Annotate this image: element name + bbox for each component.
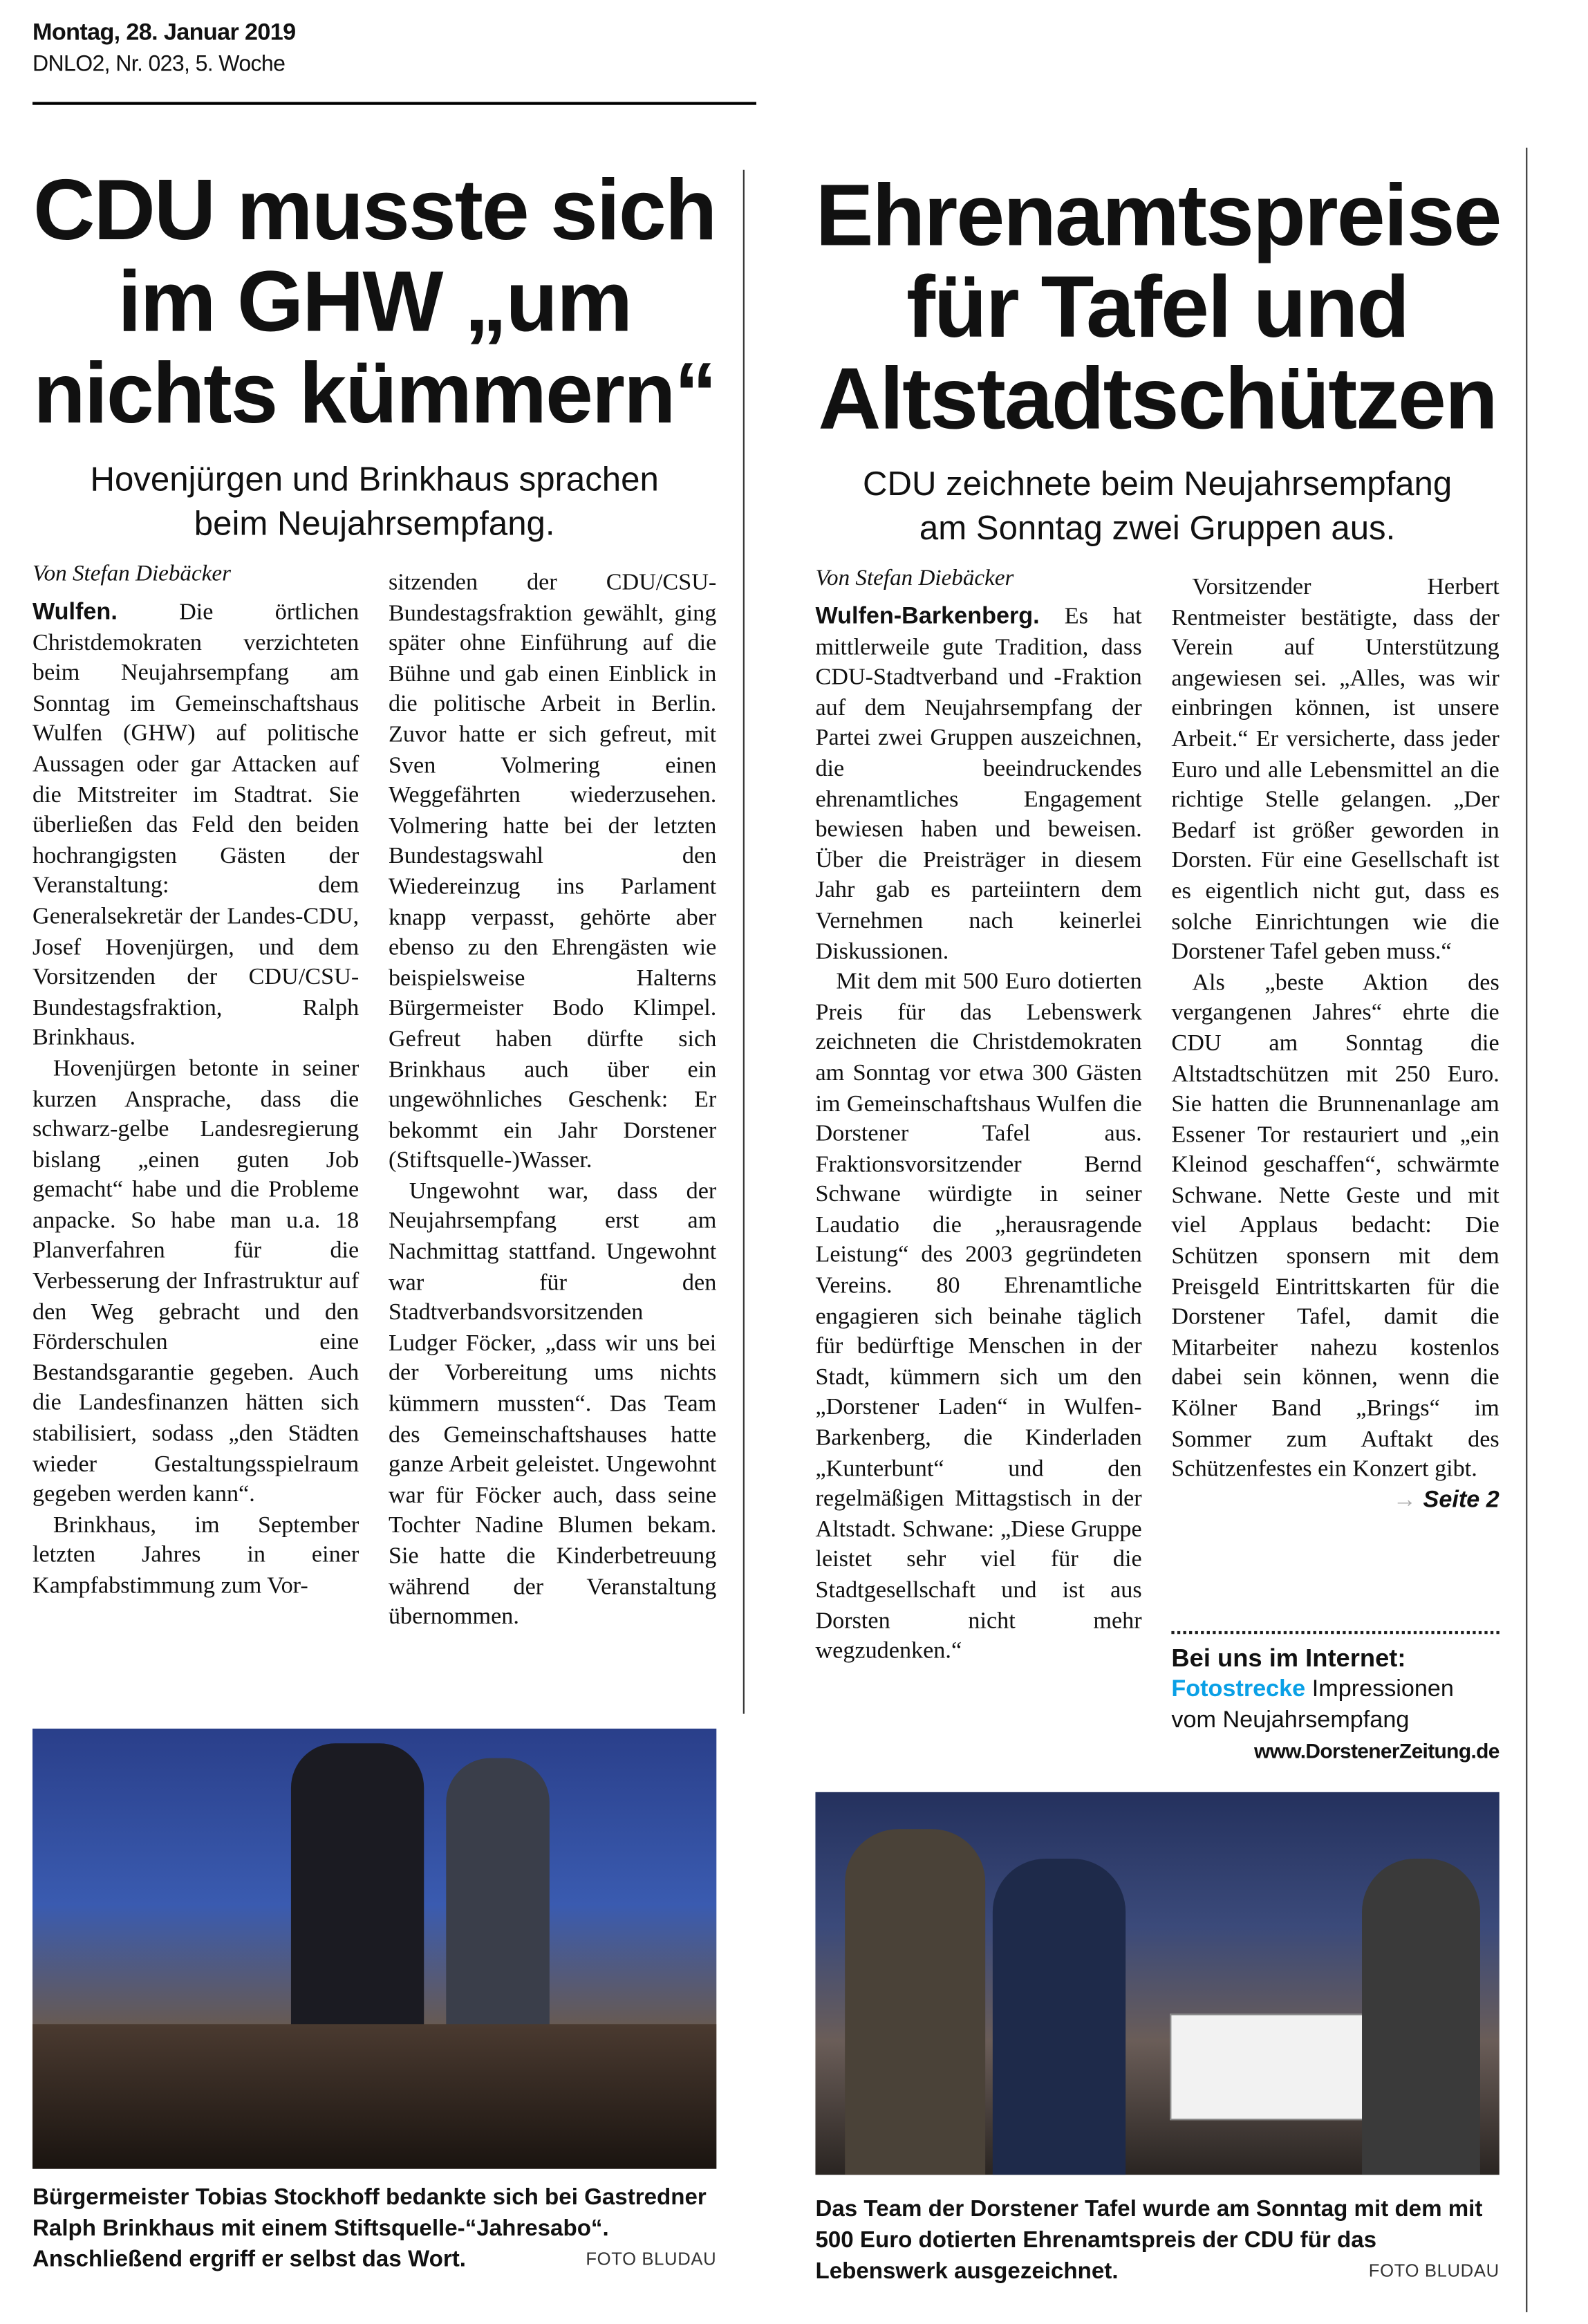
headline-right: Ehrenamtspreise für Tafel und Altstadtschützen bbox=[815, 167, 1501, 448]
issue-number: DNLO2, Nr. 023, 5. Woche bbox=[32, 51, 286, 77]
byline-left: Von Stefan Diebäcker bbox=[32, 561, 231, 587]
article-right-column-2: Vorsitzender Herbert Rentmeister bestätigte, dass der Verein auf Unterstützung angewiesen sei. „Alles, was wir einbringen können, ist unsere Arbeit.“ Er versicherte, dass jeder Euro und alle Lebensmittel an die richtige Stelle gelangen. „Der Bedarf ist größer geworden in Dorsten. Für eine Gesellschaft ist es eigentlich nicht gut, dass es solche Einrichtungen wie die Dorstener Tafel geben muss.“ Als „beste Aktion des vergangenen Jahres“ ehrte die CDU am Sonntag die Altstadtschützen mit 250 Euro. Sie hatten die Brunnenanlage am Essener Tor restauriert und „ein Kleinod geschaffen“, schwärmte Schwane. Nette Geste und mit viel Applaus bedacht: Die Schützen sponsern mit dem Preisgeld Eintrittskarten für die Dorstener Tafel, damit die Mitarbeiter nahezu kostenlos dabei sein können, wenn die Kölner Band „Brings“ im Sommer zum Auftakt des Schützenfestes ein Konzert gibt. → Seite 2 bbox=[1171, 573, 1499, 1516]
photo-figure bbox=[845, 1829, 985, 2175]
website-link[interactable]: www.DorstenerZeitung.de bbox=[1253, 1738, 1500, 1763]
internet-box: Bei uns im Internet: Fotostrecke Impressionen vom Neujahrsempfang www.DorstenerZeitung.de bbox=[1171, 1643, 1499, 1767]
article-left-column-1: Wulfen. Die örtlichen Christdemokraten verzichteten beim Neujahrsempfang am Sonntag im Gemeinschaftshaus Wulfen (GHW) auf politische Aussagen oder gar Attacken auf die Mitstreiter im Stadtrat. Sie überließen das Feld den beiden hochrangigsten Gästen der Veranstaltung: dem Generalsekretär der Landes-CDU, Josef Hovenjürgen, und dem Vorsitzenden der CDU/CSU-Bundestagsfraktion, Ralph Brinkhaus. Hovenjürgen betonte in seiner kurzen Ansprache, dass die schwarz-gelbe Landesregierung bislang „einen guten Job gemacht“ habe und die Probleme anpacke. So habe man u.a. 18 Planverfahren für die Verbesserung der Infrastruktur auf den Weg gebracht und den Förderschulen eine Bestandsgarantie gegeben. Auch die Landesfinanzen hätten sich stabilisiert, sodass „den Städten wieder Gestaltungsspielraum gegeben werden kann“. Brinkhaus, im September letzten Jahres in einer Kampfabstimmung zum Vor- bbox=[32, 599, 359, 1599]
dotted-divider bbox=[1171, 1631, 1499, 1634]
header-divider bbox=[32, 102, 756, 104]
subhead-right: CDU zeichnete beim Neujahrsempfang am Sonntag zwei Gruppen aus. bbox=[862, 463, 1452, 547]
issue-date: Montag, 28. Januar 2019 bbox=[32, 20, 296, 46]
photo-figure bbox=[993, 1859, 1125, 2175]
photo-figure bbox=[1362, 1859, 1480, 2175]
photo-credit: FOTO BLUDAU bbox=[586, 2249, 717, 2269]
photo-gallery-link[interactable]: Fotostrecke bbox=[1171, 1677, 1306, 1702]
caption-right: Das Team der Dorstener Tafel wurde am Sonntag mit dem mit 500 Euro dotierten Ehrenamtspreis der CDU für das Lebenswerk ausgezeichnet. FOTO BLUDAU bbox=[815, 2194, 1499, 2287]
photo-check bbox=[1170, 2014, 1379, 2120]
column-divider bbox=[743, 170, 745, 1714]
photo-audience bbox=[32, 2024, 716, 2168]
article-left-column-2: sitzenden der CDU/CSU-Bundestagsfraktion gewählt, ging später ohne Einführung auf die Bühne und gab einen Einblick in die politische Arbeit in Berlin. Zuvor hatte er sich gefreut, mit Sven Volmering einen Weggefährten wiederzusehen. Volmering hatte bei der letzten Bundestagswahl den Wiedereinzug ins Parlament knapp verpasst, gehörte aber ebenso zu den Ehrengästen wie beispielsweise Halterns Bürgermeister Bodo Klimpel. Gefreut haben dürfte sich Brinkhaus auch über ein ungewöhnliches Geschenk: Er bekommt ein Jahr Dorstener (Stiftsquelle-)Wasser. Ungewohnt war, dass der Neujahrsempfang erst am Nachmittag stattfand. Ungewohnt war für den Stadtverbandsvorsitzenden Ludger Föcker, „dass wir uns bei der Vorbereitung ums nichts kümmern mussten“. Das Team des Gemeinschaftshauses hatte ganze Arbeit geleistet. Ungewohnt war für Föcker auch, dass seine Tochter Nadine Blumen bekam. Sie hatte die Kinderbetreuung während der Veranstaltung übernommen. bbox=[388, 570, 717, 1630]
headline-left: CDU musste sich im GHW „um nichts kümmern“ bbox=[33, 162, 716, 442]
caption-left: Bürgermeister Tobias Stockhoff bedankte sich bei Gastredner Ralph Brinkhaus mit einem Stiftsquelle-“Jahresabo“. Anschließend ergriff er selbst das Wort. FOTO BLUDAU bbox=[32, 2182, 716, 2276]
photo-credit: FOTO BLUDAU bbox=[1368, 2260, 1500, 2282]
photo-speaker bbox=[32, 1729, 716, 2169]
article-right-column-1: Wulfen-Barkenberg. Es hat mittlerweile gute Tradition, dass CDU-Stadtverband und -Fraktion auf dem Neujahrsempfang der Partei zwei Gruppen auszeichnen, die beeindruckendes ehrenamtliches Engagement bewiesen haben und beweisen. Über die Preisträger in diesem Jahr gab es parteiintern dem Vernehmen nach keinerlei Diskussionen. Mit dem mit 500 Euro dotierten Preis für das Lebenswerk zeichneten die Christdemokraten am Sonntag vor etwa 300 Gästen im Gemeinschaftshaus Wulfen die Dorstener Tafel aus. Fraktionsvorsitzender Bernd Schwane würdigte in seiner Laudatio die „herausragende Leistung“ des 2003 gegründeten Vereins. 80 Ehrenamtliche engagieren sich beinahe täglich für bedürftige Menschen in der Stadt, kümmern sich um den „Dorstener Laden“ in Wulfen-Barkenberg, die Kinderladen „Kunterbunt“ und den regelmäßigen Mittagstisch in der Altstadt. Schwane: „Diese Gruppe leistet sehr viel für die Stadtgesellschaft und ist aus Dorsten nicht mehr wegzudenken.“ bbox=[815, 604, 1142, 1664]
continued-link[interactable]: → Seite 2 bbox=[1392, 1487, 1500, 1513]
byline-right: Von Stefan Diebäcker bbox=[815, 566, 1014, 591]
column-divider bbox=[1526, 148, 1527, 2312]
subhead-left: Hovenjürgen und Brinkhaus sprachen beim Neujahrsempfang. bbox=[90, 459, 659, 543]
photo-award bbox=[815, 1792, 1499, 2175]
arrow-right-icon: → bbox=[1392, 1487, 1417, 1513]
